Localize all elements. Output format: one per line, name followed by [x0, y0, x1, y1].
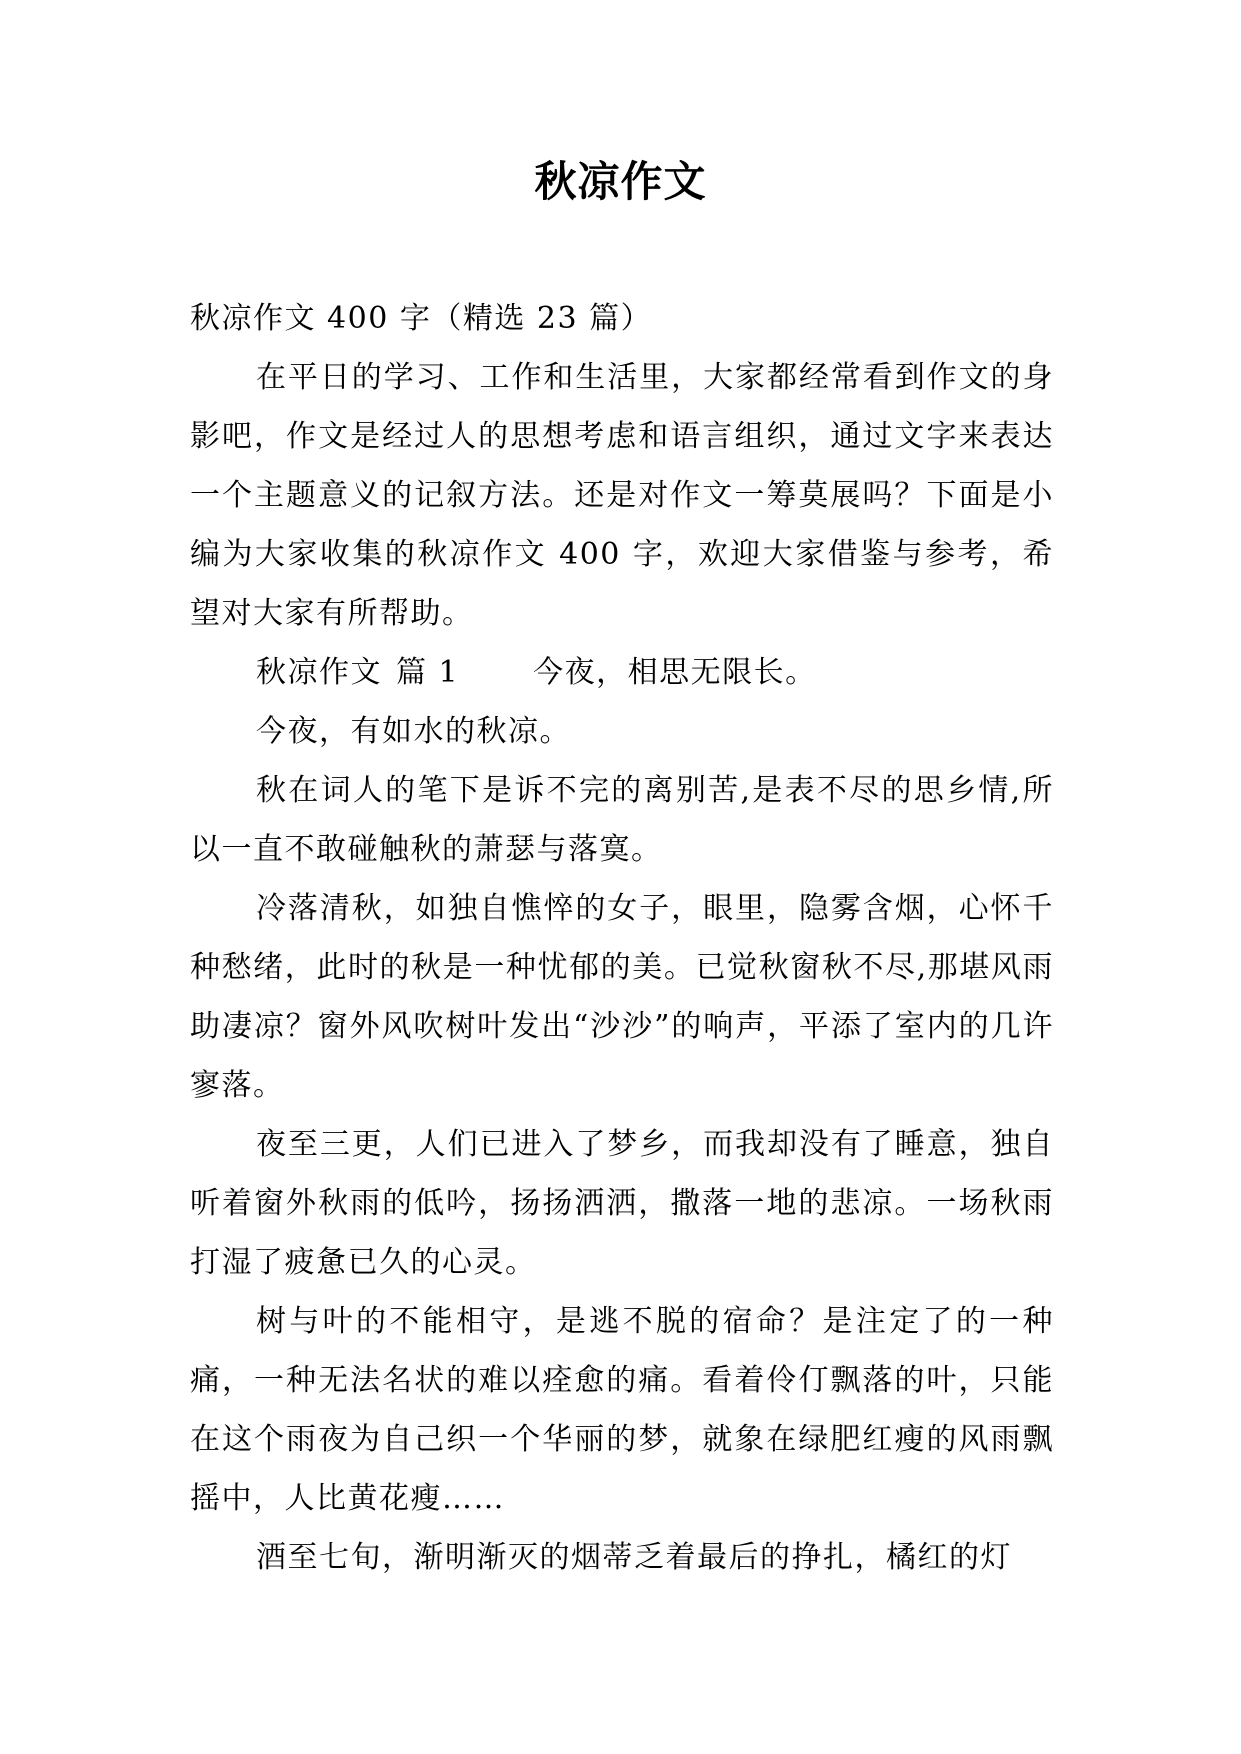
section-heading-line [190, 643, 1054, 702]
section-number: 篇 1 [396, 655, 460, 690]
intro-paragraph: 在平日的学习、工作和生活里，大家都经常看到作文的身影吧，作文是经过人的思想考虑和语言组织，通过文字来表达一个主题意义的记叙方法。还是对作文一筹莫展吗？下面是小编为大家收集的秋凉作文 400 字，欢迎大家借鉴与参考，希望对大家有所帮助。 [190, 360, 1054, 631]
body-paragraph: 酒至七旬，渐明渐灭的烟蒂乏着最后的挣扎，橘红的灯 [256, 1540, 1012, 1575]
section-first-line: 今夜，相思无限长。 [533, 655, 817, 690]
body-paragraph: 树与叶的不能相守，是逃不脱的宿命？是注定了的一种痛，一种无法名状的难以痊愈的痛。看着伶仃飘落的叶，只能在这个雨夜为自己织一个华丽的梦，就象在绿肥红瘦的风雨飘摇中，人比黄花瘦…… [190, 1304, 1054, 1516]
document-body [190, 289, 1054, 1587]
body-paragraph: 夜至三更，人们已进入了梦乡，而我却没有了睡意，独自听着窗外秋雨的低吟，扬扬洒洒，撒落一地的悲凉。一场秋雨打湿了疲惫已久的心灵。 [190, 1127, 1054, 1280]
body-paragraph: 冷落清秋，如独自憔悴的女子，眼里，隐雾含烟，心怀千种愁绪，此时的秋是一种忧郁的美。已觉秋窗秋不尽,那堪风雨助凄凉？窗外风吹树叶发出“沙沙”的响声，平添了室内的几许寥落。 [190, 891, 1054, 1103]
document-title: 秋凉作文 [534, 157, 707, 206]
section-heading: 秋凉作文 [256, 655, 382, 690]
body-paragraph: 秋在词人的笔下是诉不完的离别苦,是表不尽的思乡情,所以一直不敢碰触秋的萧瑟与落寞。 [190, 773, 1054, 867]
body-paragraph: 今夜，有如水的秋凉。 [256, 714, 571, 749]
document-subtitle: 秋凉作文 400 字（精选 23 篇） [190, 301, 653, 336]
